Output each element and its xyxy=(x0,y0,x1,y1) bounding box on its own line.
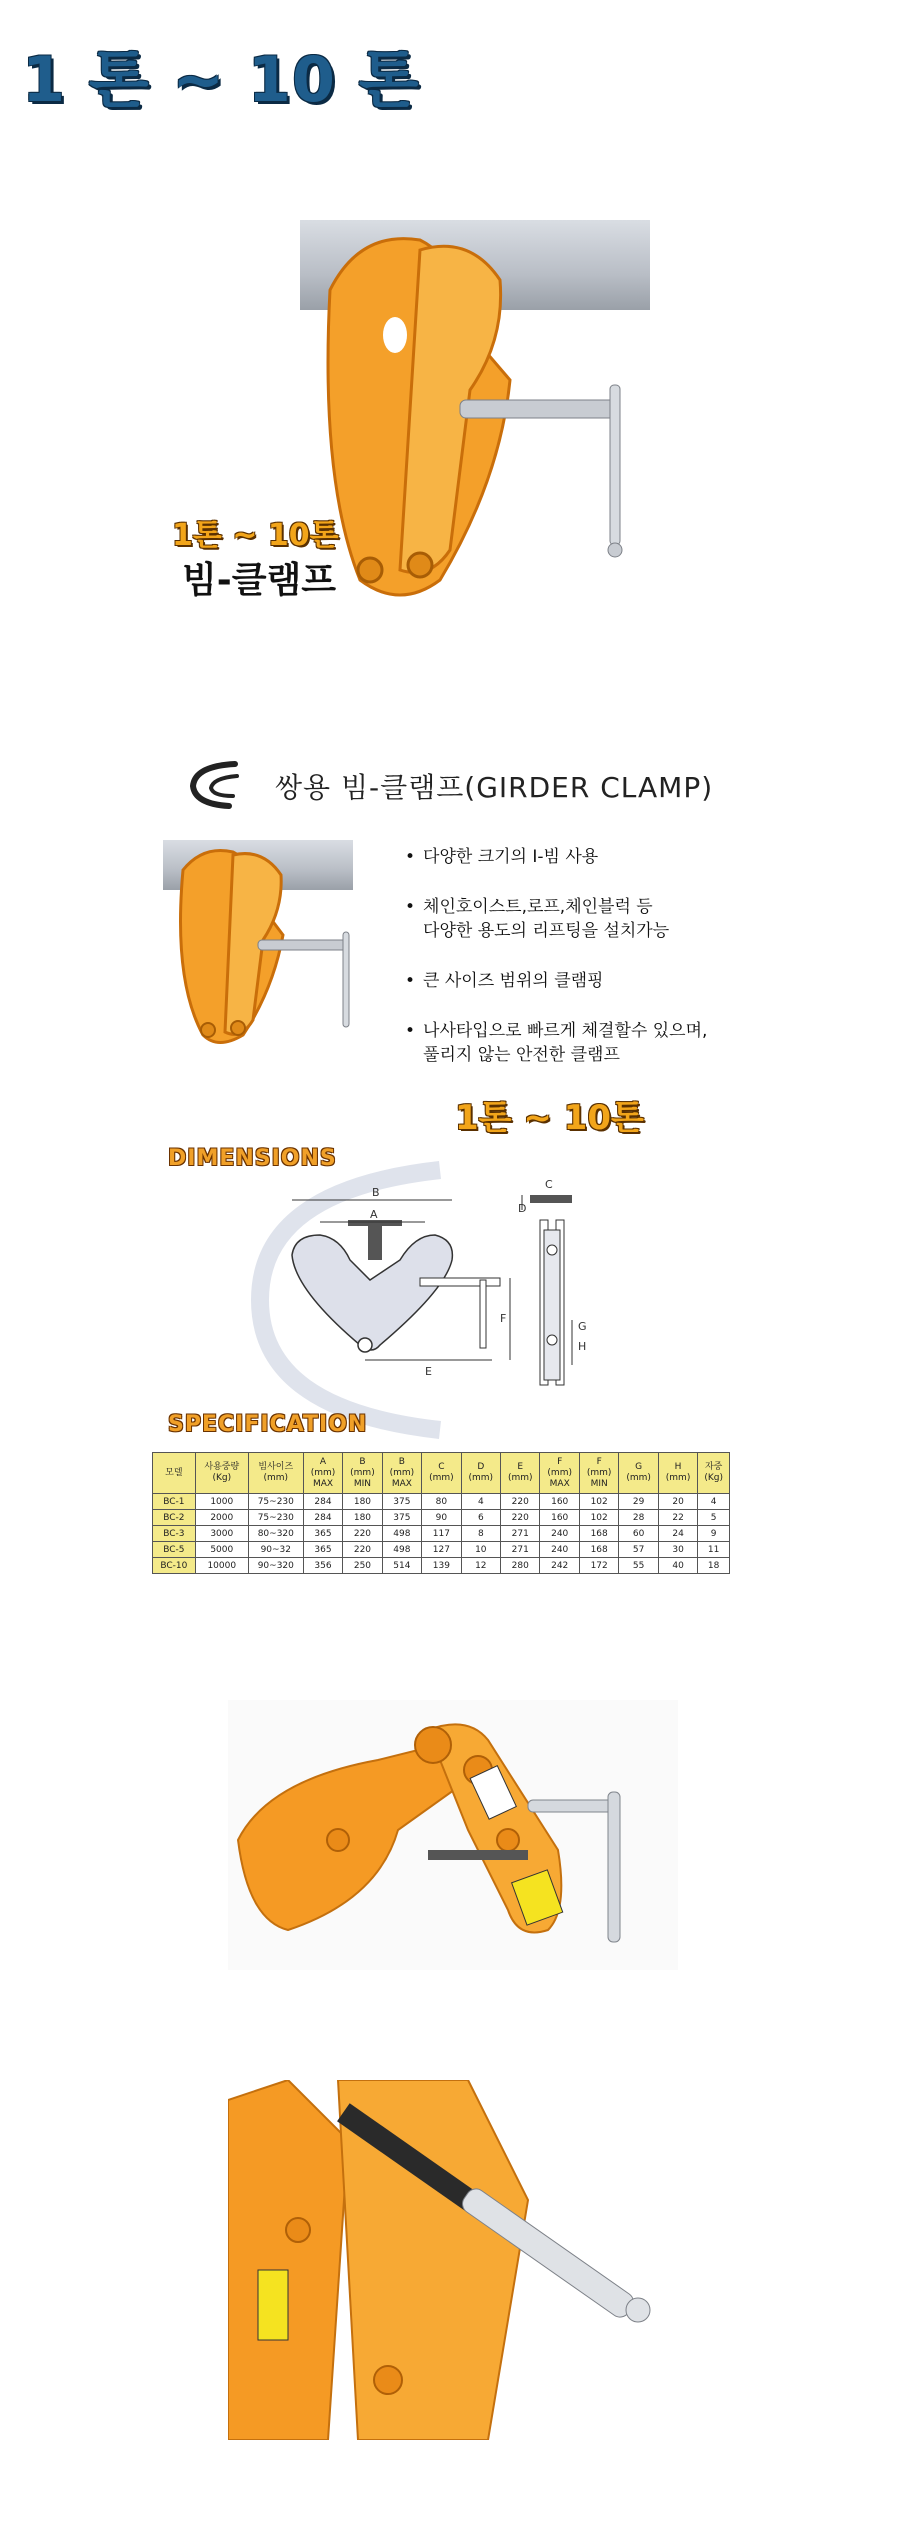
spec-cell: 180 xyxy=(343,1510,382,1526)
dim-label-e: E xyxy=(425,1365,432,1378)
spec-cell: 6 xyxy=(461,1510,500,1526)
spec-row xyxy=(153,1494,730,1510)
feature-bullet: • xyxy=(405,971,416,991)
spec-cell: 55 xyxy=(619,1558,658,1574)
feature-text: 큰 사이즈 범위의 클램핑 xyxy=(423,971,604,991)
spec-cell: 4 xyxy=(461,1494,500,1510)
spec-cell: 102 xyxy=(579,1494,618,1510)
dimensions-heading: DIMENSIONS xyxy=(168,1146,337,1171)
spec-cell: 284 xyxy=(303,1510,342,1526)
dim-label-b: B xyxy=(372,1186,380,1199)
clamp-photo-1 xyxy=(228,1700,678,1970)
spec-cell: 168 xyxy=(579,1526,618,1542)
spec-cell: 80~320 xyxy=(248,1526,303,1542)
spec-header-cell: 모델 xyxy=(153,1453,196,1494)
spec-cell: 57 xyxy=(619,1542,658,1558)
spec-model-cell: BC-1 xyxy=(153,1494,196,1510)
spec-cell: 3000 xyxy=(195,1526,248,1542)
spec-cell: 242 xyxy=(540,1558,579,1574)
spec-header-cell: B (mm) MAX xyxy=(382,1453,421,1494)
dim-label-c: C xyxy=(545,1178,553,1191)
feature-text: 나사타입으로 빠르게 체결할수 있으며, 풀리지 않는 안전한 클램프 xyxy=(423,1021,708,1065)
spec-cell: 5 xyxy=(698,1510,730,1526)
spec-cell: 220 xyxy=(501,1494,540,1510)
spec-cell: 75~230 xyxy=(248,1494,303,1510)
spec-cell: 40 xyxy=(658,1558,697,1574)
spec-cell: 10000 xyxy=(195,1558,248,1574)
spec-cell: 127 xyxy=(422,1542,461,1558)
spec-cell: 365 xyxy=(303,1542,342,1558)
spec-body xyxy=(153,1494,730,1574)
spec-header-cell: E (mm) xyxy=(501,1453,540,1494)
spec-cell: 284 xyxy=(303,1494,342,1510)
page-title: 1 톤 ~ 10 톤 xyxy=(22,43,420,116)
spec-cell: 172 xyxy=(579,1558,618,1574)
dim-label-f: F xyxy=(500,1312,507,1325)
spec-cell: 1000 xyxy=(195,1494,248,1510)
spec-header-cell: A (mm) MAX xyxy=(303,1453,342,1494)
feature-item xyxy=(405,895,785,943)
feature-text: 체인호이스트,로프,체인블럭 등 다양한 용도의 리프팅을 설치가능 xyxy=(423,897,670,941)
spec-cell: 365 xyxy=(303,1526,342,1542)
spec-cell: 8 xyxy=(461,1526,500,1542)
spec-row xyxy=(153,1510,730,1526)
specification-table xyxy=(152,1452,730,1574)
spec-cell: 5000 xyxy=(195,1542,248,1558)
spec-cell: 220 xyxy=(501,1510,540,1526)
spec-cell: 375 xyxy=(382,1510,421,1526)
spec-cell: 220 xyxy=(343,1542,382,1558)
spec-cell: 9 xyxy=(698,1526,730,1542)
spec-cell: 29 xyxy=(619,1494,658,1510)
spec-cell: 180 xyxy=(343,1494,382,1510)
spec-cell: 102 xyxy=(579,1510,618,1526)
brand-title: 쌍용 빔-클램프(GIRDER CLAMP) xyxy=(275,771,714,804)
spec-cell: 18 xyxy=(698,1558,730,1574)
spec-cell: 90~32 xyxy=(248,1542,303,1558)
spec-cell: 117 xyxy=(422,1526,461,1542)
spec-header-cell: B (mm) MIN xyxy=(343,1453,382,1494)
spec-header-cell: F (mm) MAX xyxy=(540,1453,579,1494)
spec-cell: 30 xyxy=(658,1542,697,1558)
spec-row xyxy=(153,1558,730,1574)
clamp-illustration xyxy=(300,220,660,610)
specification-heading: SPECIFICATION xyxy=(168,1412,368,1437)
spec-cell: 2000 xyxy=(195,1510,248,1526)
spec-row xyxy=(153,1542,730,1558)
spec-cell: 240 xyxy=(540,1542,579,1558)
feature-bullet: • xyxy=(405,847,416,867)
feature-item xyxy=(405,969,785,993)
spec-cell: 498 xyxy=(382,1526,421,1542)
feature-item xyxy=(405,1019,785,1067)
spec-cell: 240 xyxy=(540,1526,579,1542)
spec-model-cell: BC-2 xyxy=(153,1510,196,1526)
spec-cell: 160 xyxy=(540,1510,579,1526)
spec-cell: 22 xyxy=(658,1510,697,1526)
clamp-photo-2 xyxy=(228,2080,668,2440)
spec-cell: 20 xyxy=(658,1494,697,1510)
spec-cell: 10 xyxy=(461,1542,500,1558)
product-photo-1 xyxy=(228,1700,678,1970)
spec-cell: 271 xyxy=(501,1526,540,1542)
hero-product-image xyxy=(300,220,660,610)
spec-cell: 90 xyxy=(422,1510,461,1526)
spec-cell: 280 xyxy=(501,1558,540,1574)
dimension-diagram xyxy=(200,1150,660,1450)
spec-header-cell: C (mm) xyxy=(422,1453,461,1494)
spec-header-cell: F (mm) MIN xyxy=(579,1453,618,1494)
dim-label-d: D xyxy=(518,1202,527,1215)
spec-cell: 139 xyxy=(422,1558,461,1574)
spec-model-cell: BC-3 xyxy=(153,1526,196,1542)
spec-cell: 80 xyxy=(422,1494,461,1510)
spec-header-row xyxy=(153,1453,730,1494)
hero-ton-label: 1톤 ~ 10톤 xyxy=(172,518,339,553)
feature-bullet: • xyxy=(405,897,416,917)
spec-cell: 220 xyxy=(343,1526,382,1542)
spec-model-cell: BC-10 xyxy=(153,1558,196,1574)
spec-header-cell: D (mm) xyxy=(461,1453,500,1494)
spec-header-cell: 빔사이즈 (mm) xyxy=(248,1453,303,1494)
spec-cell: 498 xyxy=(382,1542,421,1558)
spec-cell: 60 xyxy=(619,1526,658,1542)
spec-header-cell: G (mm) xyxy=(619,1453,658,1494)
feature-list xyxy=(405,845,785,1067)
spec-cell: 356 xyxy=(303,1558,342,1574)
dim-label-h: H xyxy=(578,1340,587,1353)
small-clamp-illustration xyxy=(163,840,363,1050)
dim-label-a: A xyxy=(370,1208,378,1221)
spec-cell: 12 xyxy=(461,1558,500,1574)
small-product-image xyxy=(163,840,363,1050)
spec-cell: 11 xyxy=(698,1542,730,1558)
mid-ton-label: 1톤 ~ 10톤 xyxy=(455,1098,644,1138)
product-photo-2 xyxy=(228,2080,668,2440)
spec-cell: 4 xyxy=(698,1494,730,1510)
spec-cell: 250 xyxy=(343,1558,382,1574)
spec-header-cell: H (mm) xyxy=(658,1453,697,1494)
spec-model-cell: BC-5 xyxy=(153,1542,196,1558)
ssangyong-logo-icon xyxy=(185,758,249,812)
feature-bullet: • xyxy=(405,1021,416,1041)
spec-cell: 160 xyxy=(540,1494,579,1510)
dim-label-g: G xyxy=(578,1320,587,1333)
spec-cell: 28 xyxy=(619,1510,658,1526)
spec-row xyxy=(153,1526,730,1542)
feature-text: 다양한 크기의 I-빔 사용 xyxy=(423,847,599,867)
spec-cell: 271 xyxy=(501,1542,540,1558)
spec-cell: 514 xyxy=(382,1558,421,1574)
brand-logo xyxy=(185,758,249,816)
spec-header-cell: 사용중량 (Kg) xyxy=(195,1453,248,1494)
spec-header-cell: 자중 (Kg) xyxy=(698,1453,730,1494)
spec-cell: 75~230 xyxy=(248,1510,303,1526)
feature-item xyxy=(405,845,785,869)
spec-cell: 90~320 xyxy=(248,1558,303,1574)
hero-product-name: 빔-클램프 xyxy=(182,560,337,601)
spec-cell: 375 xyxy=(382,1494,421,1510)
spec-cell: 168 xyxy=(579,1542,618,1558)
spec-cell: 24 xyxy=(658,1526,697,1542)
